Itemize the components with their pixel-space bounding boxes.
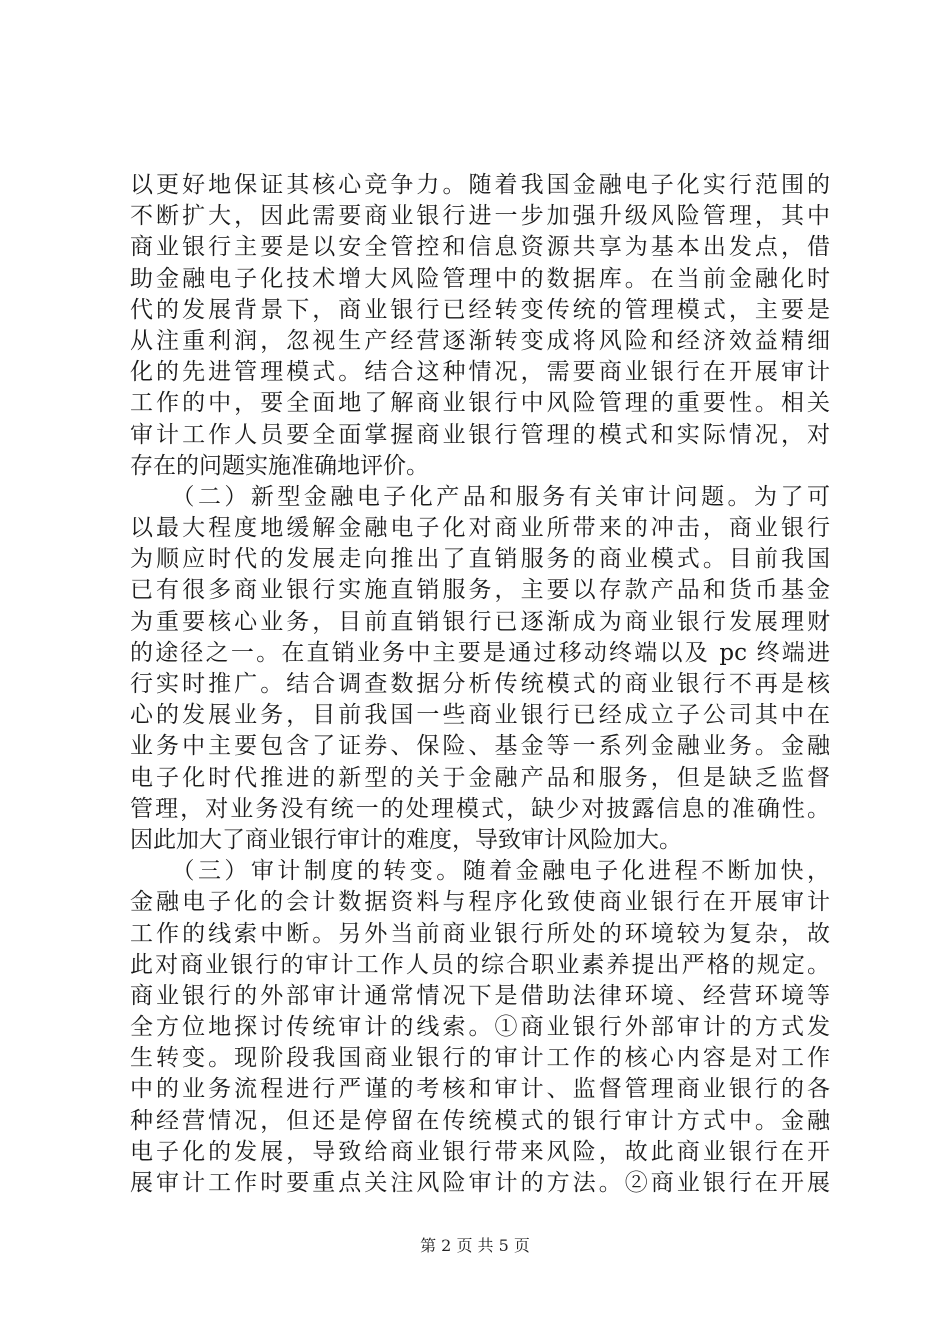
- text-line: 的途径之一。在直销业务中主要是通过移动终端以及 pc 终端进: [130, 639, 830, 666]
- text-line: 助金融电子化技术增大风险管理中的数据库。在当前金融化时: [130, 265, 830, 292]
- text-line: 管理，对业务没有统一的处理模式，缺少对披露信息的准确性。: [130, 795, 830, 822]
- text-line: 业务中主要包含了证券、保险、基金等一系列金融业务。金融: [130, 733, 830, 760]
- text-line: 存在的问题实施准确地评价。: [130, 452, 429, 479]
- text-line: 商业银行的外部审计通常情况下是借助法律环境、经营环境等: [130, 982, 830, 1009]
- text-line: 以最大程度地缓解金融电子化对商业所带来的冲击，商业银行: [130, 515, 830, 542]
- text-line: 此对商业银行的审计工作人员的综合职业素养提出严格的规定。: [130, 951, 830, 978]
- text-line: 不断扩大，因此需要商业银行进一步加强升级风险管理，其中: [130, 203, 830, 230]
- text-line: 全方位地探讨传统审计的线索。①商业银行外部审计的方式发: [130, 1014, 830, 1041]
- page-footer: 第 2 页 共 5 页: [420, 1236, 530, 1255]
- text-line: 工作的中，要全面地了解商业银行中风险管理的重要性。相关: [130, 390, 830, 417]
- text-line: 从注重利润，忽视生产经营逐渐转变成将风险和经济效益精细: [130, 327, 830, 354]
- text-line: 心的发展业务，目前我国一些商业银行已经成立子公司其中在: [130, 702, 830, 729]
- text-line: 生转变。现阶段我国商业银行的审计工作的核心内容是对工作: [130, 1045, 830, 1072]
- text-line: 为顺应时代的发展走向推出了直销服务的商业模式。目前我国: [130, 546, 830, 573]
- text-line: 化的先进管理模式。结合这种情况，需要商业银行在开展审计: [130, 359, 830, 386]
- text-line: （二）新型金融电子化产品和服务有关审计问题。为了可: [130, 483, 830, 510]
- text-line: 行实时推广。结合调查数据分析传统模式的商业银行不再是核: [130, 671, 830, 697]
- text-line: 审计工作人员要全面掌握商业银行管理的模式和实际情况，对: [130, 421, 830, 448]
- body-text: [130, 170, 830, 1199]
- text-line: 展审计工作时要重点关注风险审计的方法。②商业银行在开展: [130, 1170, 830, 1196]
- text-line: 以更好地保证其核心竞争力。随着我国金融电子化实行范围的: [130, 172, 830, 198]
- text-line: 因此加大了商业银行审计的难度，导致审计风险加大。: [130, 826, 682, 853]
- text-line: 已有很多商业银行实施直销服务，主要以存款产品和货币基金: [130, 577, 830, 604]
- text-line: （三）审计制度的转变。随着金融电子化进程不断加快，: [130, 858, 830, 885]
- text-line: 种经营情况，但还是停留在传统模式的银行审计方式中。金融: [130, 1107, 830, 1134]
- text-line: 电子化时代推进的新型的关于金融产品和服务，但是缺乏监督: [130, 764, 830, 791]
- text-line: 代的发展背景下，商业银行已经转变传统的管理模式，主要是: [130, 296, 830, 323]
- text-line: 商业银行主要是以安全管控和信息资源共享为基本出发点，借: [130, 234, 830, 261]
- text-line: 电子化的发展，导致给商业银行带来风险，故此商业银行在开: [130, 1138, 830, 1165]
- text-line: 中的业务流程进行严谨的考核和审计、监督管理商业银行的各: [130, 1076, 830, 1103]
- text-line: 为重要核心业务，目前直销银行已逐渐成为商业银行发展理财: [130, 608, 830, 635]
- text-line: 金融电子化的会计数据资料与程序化致使商业银行在开展审计: [130, 889, 830, 916]
- text-line: 工作的线索中断。另外当前商业银行所处的环境较为复杂，故: [130, 920, 830, 947]
